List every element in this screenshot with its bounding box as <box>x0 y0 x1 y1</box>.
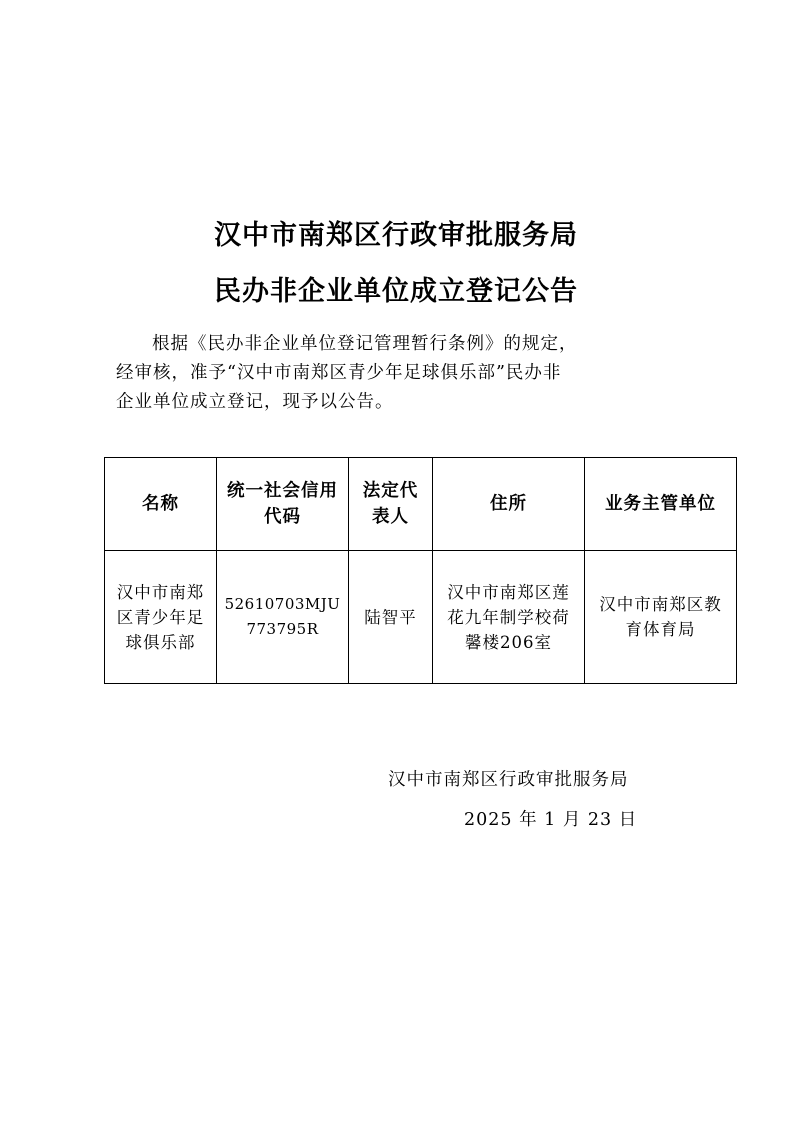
signature-date: 2025 年 1 月 23 日 <box>464 810 638 830</box>
cell-name: 汉中市南郑区青少年足球俱乐部 <box>105 551 217 684</box>
page-title: 汉中市南郑区行政审批服务局 <box>214 220 578 251</box>
body-line-1: 根据《民办非企业单位登记管理暂行条例》的规定， <box>152 334 578 354</box>
header-address: 住所 <box>433 458 585 551</box>
cell-supervisor: 汉中市南郑区教育体育局 <box>585 551 737 684</box>
signature-org: 汉中市南郑区行政审批服务局 <box>388 770 629 790</box>
page-subtitle: 民办非企业单位成立登记公告 <box>214 276 578 307</box>
cell-address: 汉中市南郑区莲花九年制学校荷馨楼206室 <box>433 551 585 684</box>
cell-credit-code: 52610703MJU773795R <box>217 551 349 684</box>
header-name: 名称 <box>105 458 217 551</box>
announcement-body <box>116 330 676 417</box>
cell-legal-rep: 陆智平 <box>349 551 433 684</box>
table-row <box>105 551 737 684</box>
table-header-row <box>105 458 737 551</box>
body-line-3: 企业单位成立登记，现予以公告。 <box>116 392 394 412</box>
header-credit-code: 统一社会信用代码 <box>217 458 349 551</box>
header-supervisor: 业务主管单位 <box>585 458 737 551</box>
body-line-2: 经审核，准予“汉中市南郑区青少年足球俱乐部”民办非 <box>116 363 562 383</box>
registration-table <box>104 457 737 684</box>
header-legal-rep: 法定代表人 <box>349 458 433 551</box>
